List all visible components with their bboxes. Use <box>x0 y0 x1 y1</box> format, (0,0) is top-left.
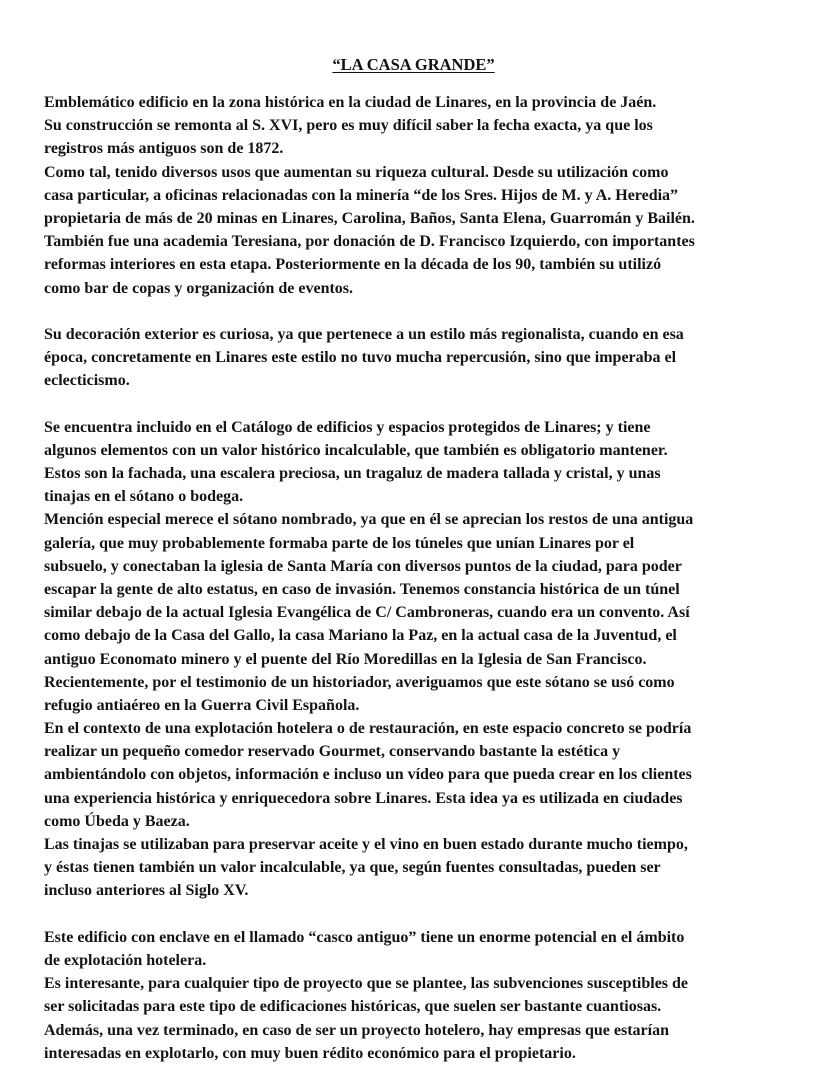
paragraph-spacer <box>44 300 804 323</box>
text-line: tinajas en el sótano o bodega. <box>44 488 244 506</box>
text-line: como Úbeda y Baeza. <box>44 812 190 830</box>
text-line: algunos elementos con un valor histórico incalculable, que también es obligatorio mantener. <box>44 441 668 459</box>
text-line: eclecticismo. <box>44 372 130 390</box>
text-line: reformas interiores en esta etapa. Posteriormente en la década de los 90, también su utilizó <box>44 256 662 274</box>
text-line: Es interesante, para cualquier tipo de proyecto que se plantee, las subvenciones susceptibles de <box>44 975 689 993</box>
text-line: como bar de copas y organización de eventos. <box>44 279 354 297</box>
text-line: registros más antiguos son de 1872. <box>44 140 284 158</box>
text-line: una experiencia histórica y enriquecedora sobre Linares. Esta idea ya es utilizada en ciudades <box>44 789 683 807</box>
paragraph-spacer <box>44 392 804 415</box>
text-line: ambientándolo con objetos, información e incluso un vídeo para que pueda crear en los clientes <box>44 766 692 784</box>
text-line: También fue una academia Teresiana, por donación de D. Francisco Izquierdo, con importantes <box>44 233 695 251</box>
text-line: En el contexto de una explotación hotelera o de restauración, en este espacio concreto se podría <box>44 720 692 738</box>
text-line: y éstas tienen también un valor incalculable, ya que, según fuentes consultadas, pueden ser <box>44 859 661 877</box>
text-line: Su construcción se remonta al S. XVI, pero es muy difícil saber la fecha exacta, ya que los <box>44 117 653 135</box>
text-line: similar debajo de la actual Iglesia Evangélica de C/ Cambroneras, cuando era un convento. Así <box>44 604 690 622</box>
text-line: refugio antiaéreo en la Guerra Civil Española. <box>44 696 360 714</box>
text-line: Este edificio con enclave en el llamado “casco antiguo” tiene un enorme potencial en el ámbito <box>44 928 685 946</box>
text-line: incluso anteriores al Siglo XV. <box>44 882 249 900</box>
text-line: escapar la gente de alto estatus, en caso de invasión. Tenemos constancia histórica de un túnel <box>44 580 680 598</box>
text-line: Emblemático edificio en la zona histórica en la ciudad de Linares, en la provincia de Jaén. <box>44 94 657 111</box>
text-line: propietaria de más de 20 minas en Linares, Carolina, Baños, Santa Elena, Guarromán y Bailén. <box>44 209 695 227</box>
text-line: Las tinajas se utilizaban para preservar aceite y el vino en buen estado durante mucho tiempo, <box>44 836 688 853</box>
text-line: casa particular, a oficinas relacionadas con la minería “de los Sres. Hijos de M. y A. Heredia” <box>44 186 679 204</box>
text-line: Además, una vez terminado, en caso de ser un proyecto hotelero, hay empresas que estarían <box>44 1021 669 1039</box>
text-line: como debajo de la Casa del Gallo, la casa Mariano la Paz, en la actual casa de la Juventud, el <box>44 627 677 645</box>
text-line: realizar un pequeño comedor reservado Gourmet, conservando bastante la estética y <box>44 743 621 761</box>
text-line: Recientemente, por el testimonio de un historiador, averiguamos que este sótano se usó como <box>44 673 675 691</box>
text-line: subsuelo, y conectaban la iglesia de Santa María con diversos puntos de la ciudad, para poder <box>44 557 682 575</box>
document-body <box>44 91 804 1065</box>
text-line: Estos son la fachada, una escalera preciosa, un tragaluz de madera tallada y cristal, y unas <box>44 465 661 482</box>
text-line: interesadas en explotarlo, con muy buen rédito económico para el propietario. <box>44 1044 576 1062</box>
text-line: época, concretamente en Linares este estilo no tuvo mucha repercusión, sino que imperaba el <box>44 349 677 367</box>
text-line: ser solicitadas para este tipo de edificaciones históricas, que suelen ser bastante cuantiosas. <box>44 998 662 1016</box>
text-line: Como tal, tenido diversos usos que aumentan su riqueza cultural. Desde su utilización como <box>44 163 669 181</box>
text-line: de explotación hotelera. <box>44 951 207 969</box>
text-line: Mención especial merece el sótano nombrado, ya que en él se aprecian los restos de una antigua <box>44 511 694 529</box>
document-title: “LA CASA GRANDE” <box>332 55 495 74</box>
text-line: Su decoración exterior es curiosa, ya que pertenece a un estilo más regionalista, cuando en esa <box>44 325 684 343</box>
text-line: galería, que muy probablemente formaba parte de los túneles que unían Linares por el <box>44 534 635 552</box>
paragraph-spacer <box>44 903 804 926</box>
text-line: Se encuentra incluido en el Catálogo de edificios y espacios protegidos de Linares; y tiene <box>44 418 651 436</box>
text-line: antiguo Economato minero y el puente del Río Moredillas en la Iglesia de San Francisco. <box>44 650 647 668</box>
